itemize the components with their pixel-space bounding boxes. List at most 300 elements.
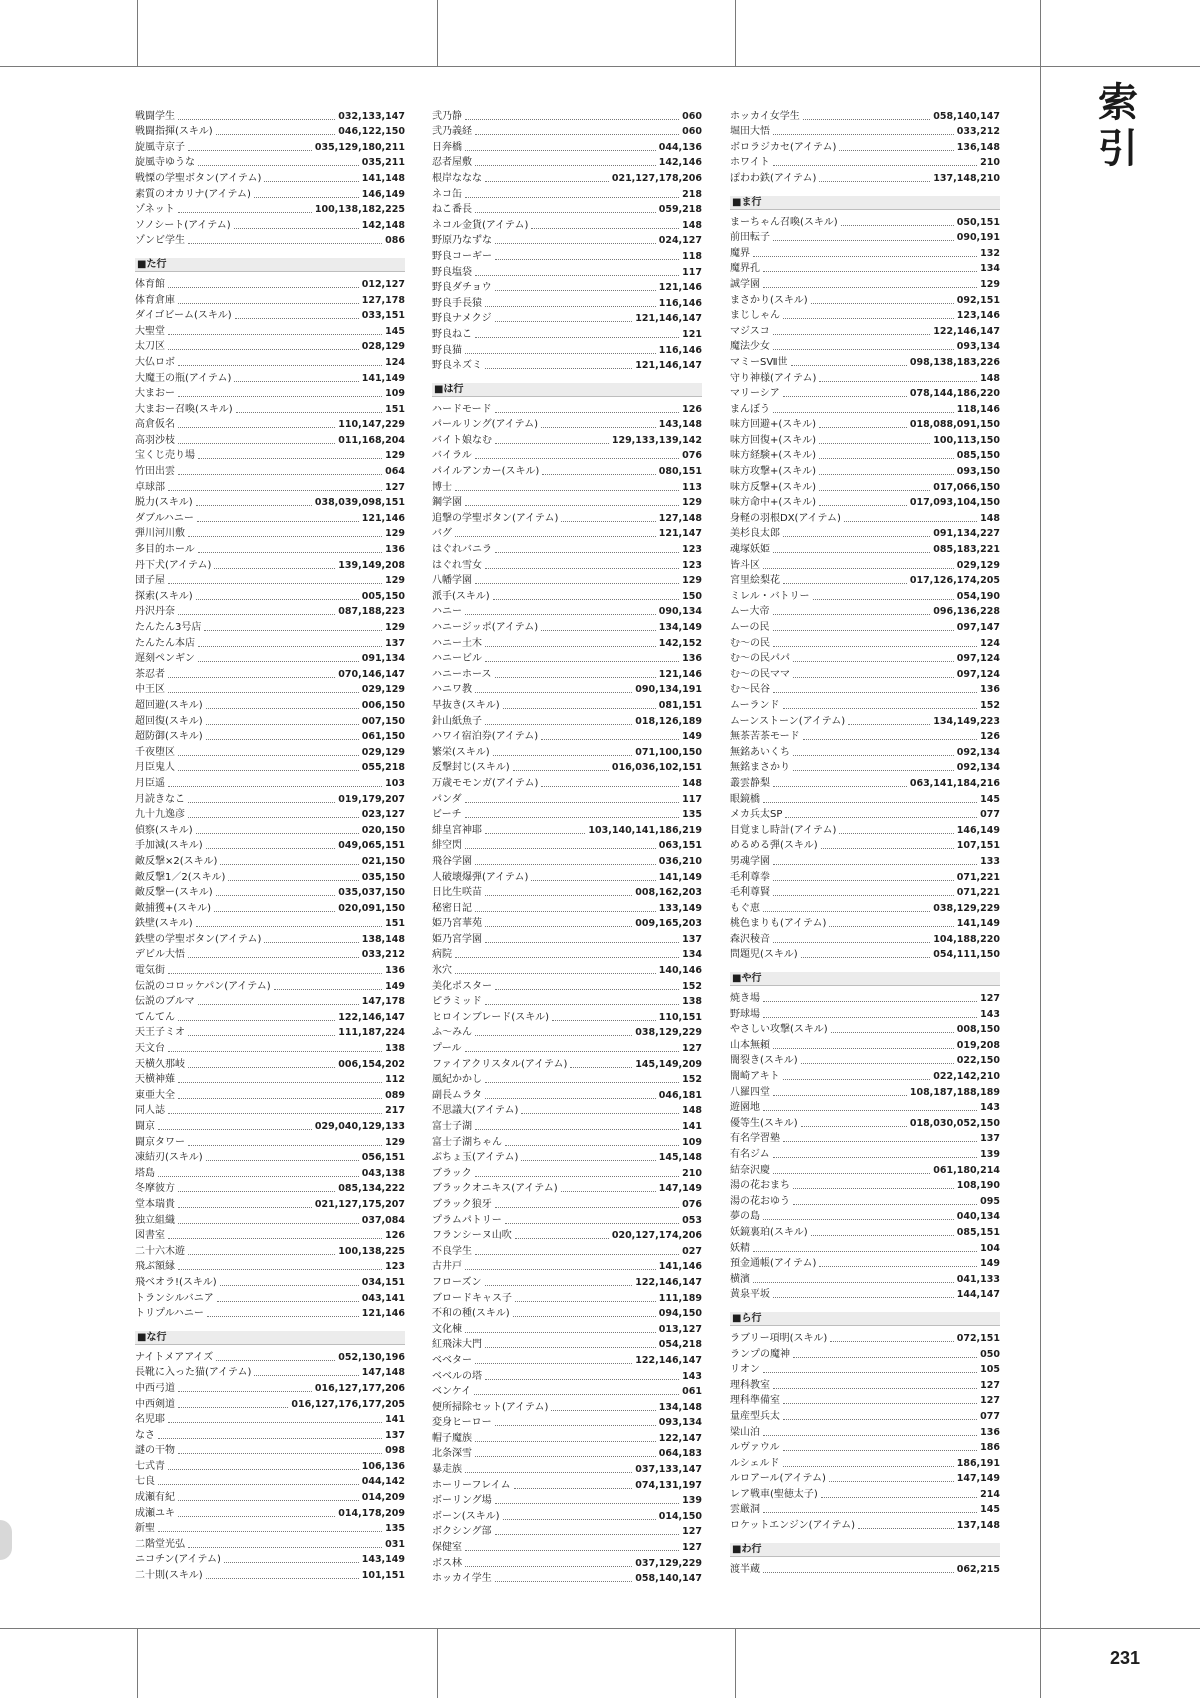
dot-leader — [773, 552, 930, 553]
index-entry — [730, 852, 1000, 868]
index-pages: 013,127 — [658, 1323, 702, 1335]
dot-leader — [763, 1219, 954, 1220]
index-term: 変身ヒーロー — [432, 1417, 492, 1429]
index-entry — [135, 478, 405, 494]
index-column-2 — [432, 107, 702, 1585]
index-pages: 145 — [385, 325, 405, 337]
index-pages: 056,151 — [361, 1152, 405, 1164]
index-term: ホッカイ学生 — [432, 1573, 492, 1585]
dot-leader — [783, 708, 978, 709]
dot-leader — [783, 1079, 931, 1080]
index-term: 野良ネズミ — [432, 360, 482, 372]
index-pages: 143 — [682, 1370, 702, 1382]
dot-leader — [455, 490, 679, 491]
index-entry — [432, 478, 702, 494]
index-term: まんぼう — [730, 403, 770, 415]
index-entry — [730, 681, 1000, 697]
index-term: 堂本瑞貴 — [135, 1198, 175, 1210]
index-term: パイルアンカー(スキル) — [432, 466, 540, 478]
dot-leader — [773, 165, 977, 166]
index-entry — [730, 1392, 1000, 1408]
index-term: 野良塩袋 — [432, 266, 472, 278]
index-pages: 152 — [682, 980, 702, 992]
index-entry — [432, 1024, 702, 1040]
dot-leader — [188, 1547, 382, 1548]
index-entry — [432, 185, 702, 201]
index-column-3 — [730, 107, 1000, 1576]
index-term: 敵反撃1／2(スキル) — [135, 871, 226, 883]
index-term: 体育倉庫 — [135, 294, 175, 306]
dot-leader — [465, 1472, 632, 1473]
index-term: まさかり(スキル) — [730, 294, 808, 306]
index-entry — [135, 494, 405, 510]
index-entry — [730, 1286, 1000, 1302]
index-pages: 145,148 — [658, 1152, 702, 1164]
dot-leader — [216, 134, 336, 135]
index-pages: 108,187,188,189 — [909, 1086, 1000, 1098]
index-pages: 098 — [385, 1445, 405, 1457]
index-pages: 186,191 — [956, 1457, 1000, 1469]
index-term: 天横神薙 — [135, 1074, 175, 1086]
bottom-margin-rule — [0, 1628, 1200, 1629]
index-entry — [135, 431, 405, 447]
index-pages: 018,126,189 — [635, 715, 702, 727]
index-pages: 055,218 — [361, 762, 405, 774]
index-term: ソノシート(アイテム) — [135, 219, 231, 231]
index-entry — [135, 696, 405, 712]
dot-leader — [224, 1562, 359, 1563]
index-entry — [135, 1504, 405, 1520]
index-entry — [730, 1177, 1000, 1193]
index-term: マリーシア — [730, 388, 780, 400]
dot-leader — [773, 630, 954, 631]
index-pages: 210 — [682, 1167, 702, 1179]
dot-leader — [541, 786, 679, 787]
dot-leader — [235, 318, 359, 319]
index-entry — [135, 1071, 405, 1087]
dot-leader — [819, 474, 954, 475]
index-pages: 005,150 — [361, 590, 405, 602]
index-entry — [432, 1211, 702, 1227]
index-term: プール — [432, 1043, 462, 1055]
dot-leader — [220, 864, 358, 865]
index-entry — [730, 1485, 1000, 1501]
index-pages: 054,218 — [658, 1339, 702, 1351]
index-term: む～の民 — [730, 637, 770, 649]
dot-leader — [485, 306, 656, 307]
index-term: ルロアール(アイテム) — [730, 1473, 826, 1485]
index-entry — [432, 946, 702, 962]
index-entry — [135, 1180, 405, 1196]
dot-leader — [521, 1113, 679, 1114]
index-entry — [135, 1273, 405, 1289]
index-term: 野原乃なずな — [432, 235, 492, 247]
dot-leader — [844, 521, 977, 522]
index-entry — [730, 229, 1000, 245]
index-term: 旋風寺ゆうな — [135, 157, 195, 169]
dot-leader — [819, 505, 907, 506]
index-term: 九十九逸彦 — [135, 809, 185, 821]
index-term: 守り神様(アイテム) — [730, 372, 817, 384]
dot-leader — [178, 427, 335, 428]
index-term: 卓球部 — [135, 481, 165, 493]
index-pages: 118 — [682, 250, 702, 262]
index-pages: 070,146,147 — [338, 668, 405, 680]
index-entry — [135, 743, 405, 759]
index-pages: 023,127 — [361, 809, 405, 821]
dot-leader — [196, 926, 382, 927]
index-term: 闇裂き(スキル) — [730, 1055, 798, 1067]
index-pages: 085,150 — [956, 450, 1000, 462]
dot-leader — [791, 365, 907, 366]
index-entry — [432, 806, 702, 822]
index-pages: 077 — [980, 809, 1000, 821]
index-pages: 110,147,229 — [338, 419, 405, 431]
index-term: 梁山泊 — [730, 1426, 760, 1438]
dot-leader — [168, 334, 382, 335]
index-term: 美杉良太郎 — [730, 528, 780, 540]
dot-leader — [793, 770, 954, 771]
index-entry — [730, 509, 1000, 525]
dot-leader — [216, 1360, 335, 1361]
index-entry — [135, 915, 405, 931]
index-entry — [730, 712, 1000, 728]
dot-leader — [168, 1113, 382, 1114]
index-pages: 029,129 — [361, 684, 405, 696]
index-entry — [135, 307, 405, 323]
index-pages: 122,146,147 — [933, 325, 1000, 337]
index-entry — [135, 1551, 405, 1567]
index-term: ブロードキャス子 — [432, 1292, 512, 1304]
index-pages: 029,129 — [361, 746, 405, 758]
index-pages: 127,148 — [658, 512, 702, 524]
index-term: 姫乃宮学園 — [432, 933, 482, 945]
dot-leader — [188, 536, 382, 537]
dot-leader — [168, 692, 359, 693]
index-entry — [432, 728, 702, 744]
index-term: 味方回避+(スキル) — [730, 419, 817, 431]
index-term: 長靴に入った猫(アイテム) — [135, 1367, 252, 1379]
index-term: 凍結刃(スキル) — [135, 1152, 203, 1164]
index-entry — [135, 852, 405, 868]
index-term: 魂塚妖姫 — [730, 544, 770, 556]
dot-leader — [773, 864, 977, 865]
index-term: 姫乃宮華苑 — [432, 918, 482, 930]
index-entry — [730, 743, 1000, 759]
index-entry — [432, 509, 702, 525]
index-pages: 008,150 — [956, 1024, 1000, 1036]
index-term: まじしゃん — [730, 310, 780, 322]
index-pages: 141 — [385, 1414, 405, 1426]
index-pages: 028,129 — [361, 341, 405, 353]
index-pages: 121,146 — [658, 282, 702, 294]
index-pages: 072,151 — [956, 1332, 1000, 1344]
index-term: ヒロインブレード(スキル) — [432, 1011, 550, 1023]
index-entry — [432, 790, 702, 806]
index-entry — [730, 884, 1000, 900]
index-pages: 134,149,223 — [933, 715, 1000, 727]
index-term: 野良手長猿 — [432, 297, 482, 309]
index-term: レア戦車(聖徳太子) — [730, 1488, 818, 1500]
index-entry — [135, 1305, 405, 1321]
index-term: ムーの民 — [730, 622, 770, 633]
dot-leader — [168, 973, 382, 974]
index-pages: 127 — [385, 481, 405, 493]
index-entry — [730, 1114, 1000, 1130]
index-pages: 041,133 — [956, 1273, 1000, 1285]
index-pages: 141,146 — [658, 1261, 702, 1273]
index-term: トリプルハニー — [135, 1308, 204, 1320]
index-entry — [432, 915, 702, 931]
dot-leader — [465, 197, 679, 198]
index-pages: 087,188,223 — [338, 606, 405, 618]
index-term: ねこ番長 — [432, 204, 472, 216]
index-entry — [135, 634, 405, 650]
index-entry — [135, 185, 405, 201]
index-pages: 104 — [980, 1242, 1000, 1254]
index-entry — [432, 1242, 702, 1258]
dot-leader — [158, 1129, 312, 1130]
index-entry — [135, 525, 405, 541]
index-term: ニコチン(アイテム) — [135, 1554, 221, 1566]
dot-leader — [541, 630, 656, 631]
index-term: 大まおー召喚(スキル) — [135, 403, 233, 415]
index-term: 妖鏡裏珀(スキル) — [730, 1226, 808, 1238]
dot-leader — [485, 1004, 679, 1005]
dot-leader — [561, 1191, 656, 1192]
dot-leader — [158, 1438, 382, 1439]
index-entry — [135, 884, 405, 900]
index-pages: 108,190 — [956, 1180, 1000, 1192]
index-term: む～民谷 — [730, 684, 770, 696]
index-pages: 116,146 — [658, 297, 702, 309]
index-term: 野良ねこ — [432, 328, 472, 340]
index-pages: 109 — [682, 1136, 702, 1148]
dot-leader — [753, 256, 977, 257]
index-term: 鉄壁(スキル) — [135, 918, 193, 930]
index-term: ベベルの塔 — [432, 1370, 482, 1382]
index-pages: 127 — [682, 1526, 702, 1538]
index-pages: 024,127 — [658, 235, 702, 247]
dot-leader — [485, 1098, 656, 1099]
index-term: 伝説のコロッケパン(アイテム) — [135, 980, 271, 992]
dot-leader — [178, 1516, 335, 1517]
index-entry — [432, 1367, 702, 1383]
index-pages: 147,149 — [658, 1183, 702, 1195]
index-term: 中王区 — [135, 684, 165, 696]
index-term: 遊園地 — [730, 1102, 760, 1114]
index-term: てんてん — [135, 1011, 175, 1023]
dot-leader — [505, 1145, 679, 1146]
index-entry — [432, 1102, 702, 1118]
dot-leader — [485, 368, 632, 369]
index-term: 毛利尊賢 — [730, 887, 770, 899]
index-term: やさしい攻撃(スキル) — [730, 1024, 828, 1036]
index-entry — [432, 310, 702, 326]
dot-leader — [207, 1316, 359, 1317]
index-pages: 129 — [980, 278, 1000, 290]
dot-leader — [763, 802, 977, 803]
index-entry — [730, 169, 1000, 185]
index-term: 横濱 — [730, 1273, 750, 1285]
index-pages: 029,040,129,133 — [314, 1121, 405, 1132]
index-term: 理科教室 — [730, 1379, 770, 1391]
index-term: 紅飛沫大門 — [432, 1339, 482, 1351]
index-pages: 081,151 — [658, 699, 702, 711]
index-entry — [135, 1102, 405, 1118]
index-term: ハニーホース — [432, 668, 492, 680]
dot-leader — [455, 973, 656, 974]
index-entry — [730, 1329, 1000, 1345]
index-pages: 022,150 — [956, 1055, 1000, 1067]
index-term: 問題児(スキル) — [730, 949, 798, 961]
index-pages: 152 — [980, 699, 1000, 711]
index-pages: 091,134 — [361, 653, 405, 665]
dot-leader — [793, 1357, 977, 1358]
index-pages: 137 — [385, 1429, 405, 1441]
index-pages: 106,136 — [361, 1460, 405, 1472]
index-pages: 032,133,147 — [338, 110, 405, 122]
index-entry — [135, 587, 405, 603]
index-entry — [432, 837, 702, 853]
index-pages: 093,150 — [956, 466, 1000, 478]
index-entry — [730, 915, 1000, 931]
index-pages: 113 — [682, 481, 702, 493]
dot-leader — [475, 864, 656, 865]
dot-leader — [465, 1051, 680, 1052]
index-entry — [730, 1407, 1000, 1423]
index-pages: 143,148 — [658, 419, 702, 431]
index-pages: 129 — [385, 1136, 405, 1148]
index-term: ボーリング場 — [432, 1495, 492, 1507]
index-entry — [730, 587, 1000, 603]
index-term: 新聖 — [135, 1523, 155, 1535]
index-entry — [432, 899, 702, 915]
dot-leader — [264, 942, 358, 943]
dot-leader — [475, 1254, 679, 1255]
dot-leader — [819, 443, 930, 444]
index-entry — [730, 774, 1000, 790]
dot-leader — [773, 646, 977, 647]
dot-leader — [803, 119, 931, 120]
index-pages: 107,151 — [956, 840, 1000, 852]
index-term: 男魂学園 — [730, 855, 770, 867]
dot-leader — [829, 1481, 954, 1482]
index-entry — [135, 1411, 405, 1427]
dot-leader — [178, 755, 359, 756]
index-pages: 129 — [385, 622, 405, 633]
index-pages: 016,036,102,151 — [611, 762, 702, 774]
crop-mark — [437, 1628, 438, 1698]
dot-leader — [819, 381, 977, 382]
dot-leader — [485, 1379, 679, 1380]
index-entry — [730, 291, 1000, 307]
dot-leader — [773, 1095, 907, 1096]
index-term: 中西弓道 — [135, 1382, 175, 1394]
index-pages: 014,209 — [361, 1492, 405, 1504]
index-pages: 139 — [980, 1149, 1000, 1160]
index-entry — [135, 1133, 405, 1149]
index-entry — [432, 154, 702, 170]
index-pages: 121,146,147 — [635, 360, 702, 372]
index-pages: 038,039,098,151 — [314, 497, 405, 509]
index-term: ゾンビ学生 — [135, 235, 185, 247]
index-pages: 058,140,147 — [635, 1573, 702, 1585]
dot-leader — [495, 1581, 633, 1582]
dot-leader — [495, 1425, 656, 1426]
dot-leader — [570, 1067, 632, 1068]
index-entry — [135, 369, 405, 385]
index-entry — [135, 1364, 405, 1380]
index-pages: 016,127,176,177,205 — [291, 1398, 405, 1410]
index-pages: 105 — [980, 1364, 1000, 1376]
index-term: 味方反撃+(スキル) — [730, 481, 817, 493]
index-term: マミーSⅦ世 — [730, 356, 788, 368]
dot-leader — [465, 353, 656, 354]
index-entry — [135, 1395, 405, 1411]
dot-leader — [495, 443, 609, 444]
index-entry — [730, 260, 1000, 276]
index-pages: 149 — [385, 980, 405, 992]
index-term: ファイアクリスタル(アイテム) — [432, 1058, 568, 1070]
dot-leader — [206, 1578, 359, 1579]
index-entry — [730, 556, 1000, 572]
index-term: む～の民ママ — [730, 668, 790, 680]
dot-leader — [763, 1110, 977, 1111]
index-term: 成瀬ユキ — [135, 1507, 175, 1519]
index-pages: 143 — [980, 1102, 1000, 1114]
index-term: ハードモード — [432, 403, 492, 415]
dot-leader — [188, 957, 359, 958]
index-entry — [135, 961, 405, 977]
index-entry — [432, 1195, 702, 1211]
index-pages: 049,065,151 — [338, 840, 405, 852]
index-term: ブラックオニキス(アイテム) — [432, 1183, 558, 1195]
index-term: 湯の花おまち — [730, 1180, 790, 1192]
dot-leader — [819, 490, 930, 491]
index-entry — [730, 154, 1000, 170]
index-pages: 037,133,147 — [635, 1464, 702, 1476]
dot-leader — [234, 228, 359, 229]
dot-leader — [783, 318, 954, 319]
dot-leader — [485, 895, 632, 896]
index-term: 太刀区 — [135, 341, 165, 353]
index-pages: 021,127,175,207 — [314, 1198, 405, 1210]
index-pages: 146,149 — [361, 188, 405, 200]
index-entry — [135, 1426, 405, 1442]
index-term: 預金通帳(アイテム) — [730, 1258, 817, 1270]
index-term: ルヴァウル — [730, 1442, 780, 1454]
index-term: 飛べオラ!(スキル) — [135, 1276, 217, 1288]
index-entry — [135, 338, 405, 354]
index-pages: 129 — [682, 497, 702, 509]
index-term: 人破壊爆弾(アイテム) — [432, 871, 529, 883]
index-entry — [135, 1442, 405, 1458]
index-entry — [432, 494, 702, 510]
index-term: 天文台 — [135, 1043, 165, 1055]
index-pages: 123,146 — [956, 310, 1000, 322]
index-pages: 006,150 — [361, 699, 405, 711]
index-entry — [432, 294, 702, 310]
index-pages: 103 — [385, 777, 405, 789]
index-term: 冬摩彼方 — [135, 1183, 175, 1195]
index-term: 七良 — [135, 1476, 155, 1488]
dot-leader — [830, 1341, 953, 1342]
index-entry — [432, 216, 702, 232]
index-entry — [432, 279, 702, 295]
index-term: 早抜き(スキル) — [432, 699, 500, 711]
dot-leader — [188, 817, 359, 818]
